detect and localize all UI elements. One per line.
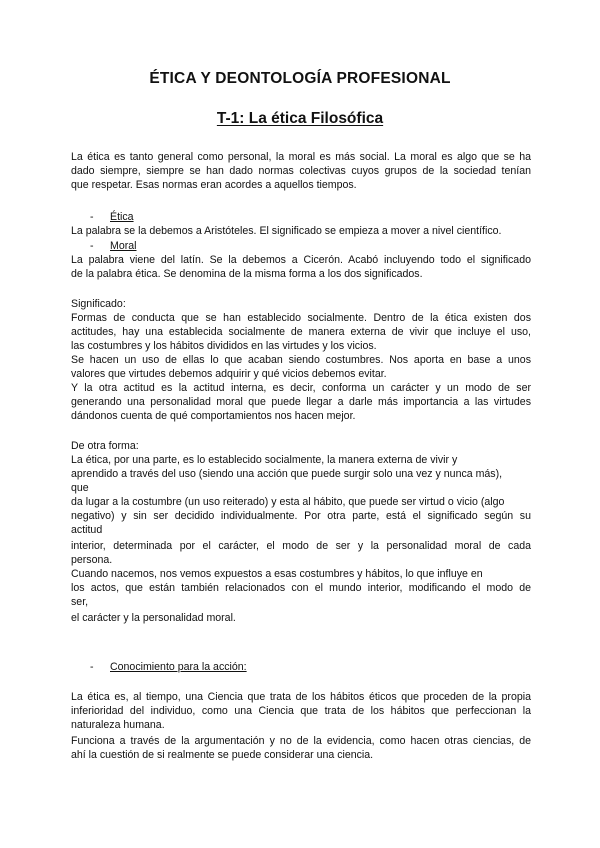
bullet-etica xyxy=(90,210,134,224)
moral-line: de la palabra ética. Se denomina de la misma forma a los dos significados. xyxy=(71,268,423,280)
significado-line: Se hacen un uso de ellas lo que acaban siendo costumbres. Nos aporta en base a unos xyxy=(71,354,531,366)
conocimiento-line: inferioridad del individuo, como una Ciencia que trata de los hábitos que perfeccionan la xyxy=(71,705,531,717)
significado-line: generando una personalidad moral que puede llegar a darle más importancia a las virtudes xyxy=(71,396,531,408)
conocimiento-line: Funciona a través de la argumentación y no de la evidencia, como hacen otras ciencias, de xyxy=(71,735,531,747)
moral-line: La palabra viene del latín. Se la debemos a Cicerón. Acabó incluyendo todo el significado xyxy=(71,254,531,266)
document-subtitle: T-1: La ética Filosófica xyxy=(216,110,384,127)
otra-forma-line: negativo) y sin ser decidido individualmente. Por otra parte, está el significado según su xyxy=(71,510,531,522)
significado-line: Formas de conducta que se han establecido socialmente. Dentro de la ética existen dos xyxy=(71,312,531,324)
otra-forma-line: el carácter y la personalidad moral. xyxy=(71,612,236,624)
otra-forma-line: ser, xyxy=(71,596,89,608)
intro-line: dado siempre, siempre se han dado normas colectivas cuyos grupos de la sociedad tenían xyxy=(71,165,531,177)
otra-forma-line: interior, determinada por el carácter, el modo de ser y la personalidad moral de cada xyxy=(71,540,531,552)
document-title: ÉTICA Y DEONTOLOGÍA PROFESIONAL xyxy=(149,70,451,87)
conocimiento-line: La ética es, al tiempo, una Ciencia que trata de los hábitos éticos que proceden de la propia xyxy=(71,691,531,703)
significado-heading: Significado: xyxy=(71,298,126,310)
significado-line: las costumbres y los hábitos divididos en las virtudes y los vicios. xyxy=(71,340,377,352)
significado-line: valores que virtudes debemos adquirir y qué vicios debemos evitar. xyxy=(71,368,387,380)
significado-line: dándonos cuenta de qué comportamientos nos hacen mejor. xyxy=(71,410,356,422)
otra-forma-line: persona. xyxy=(71,554,113,566)
conocimiento-line: naturaleza humana. xyxy=(71,719,165,731)
bullet-conocimiento xyxy=(90,660,247,674)
bullet-etica-heading: Ética xyxy=(110,211,134,223)
significado-line: actitudes, hay una establecida socialmente de manera externa de vivir que incluye el uso, xyxy=(71,326,531,338)
otra-forma-line: los actos, que están también relacionados con el mundo interior, modificando el modo de xyxy=(71,582,531,594)
otra-forma-line: que xyxy=(71,482,89,494)
bullet-dash: - xyxy=(90,661,94,673)
otra-forma-line: aprendido a través del uso (siendo una acción que puede surgir solo una vez y nunca más), xyxy=(71,468,503,480)
intro-line: que respetar. Esas normas eran acordes a aquellos tiempos. xyxy=(71,179,357,191)
etica-line: La palabra se la debemos a Aristóteles. El significado se empieza a mover a nivel científico. xyxy=(71,225,502,237)
otra-forma-line: da lugar a la costumbre (un uso reiterado) y esta al hábito, que puede ser virtud o vicio (algo xyxy=(71,496,505,508)
significado-line: Y la otra actitud es la actitud interna, es decir, conforma un carácter y un modo de ser xyxy=(71,382,531,394)
bullet-conocimiento-heading: Conocimiento para la acción: xyxy=(110,661,247,673)
otra-forma-line: actitud xyxy=(71,524,103,536)
intro-line: La ética es tanto general como personal, la moral es más social. La moral es algo que se ha xyxy=(71,151,531,163)
bullet-dash: - xyxy=(90,211,94,223)
otra-forma-heading: De otra forma: xyxy=(71,440,139,452)
otra-forma-line: Cuando nacemos, nos vemos expuestos a esas costumbres y hábitos, lo que influye en xyxy=(71,568,483,580)
bullet-moral xyxy=(90,239,137,253)
otra-forma-line: La ética, por una parte, es lo establecido socialmente, la manera externa de vivir y xyxy=(71,454,458,466)
bullet-dash: - xyxy=(90,240,94,252)
conocimiento-line: ahí la cuestión de si realmente se puede considerar una ciencia. xyxy=(71,749,374,761)
bullet-moral-heading: Moral xyxy=(110,240,137,252)
